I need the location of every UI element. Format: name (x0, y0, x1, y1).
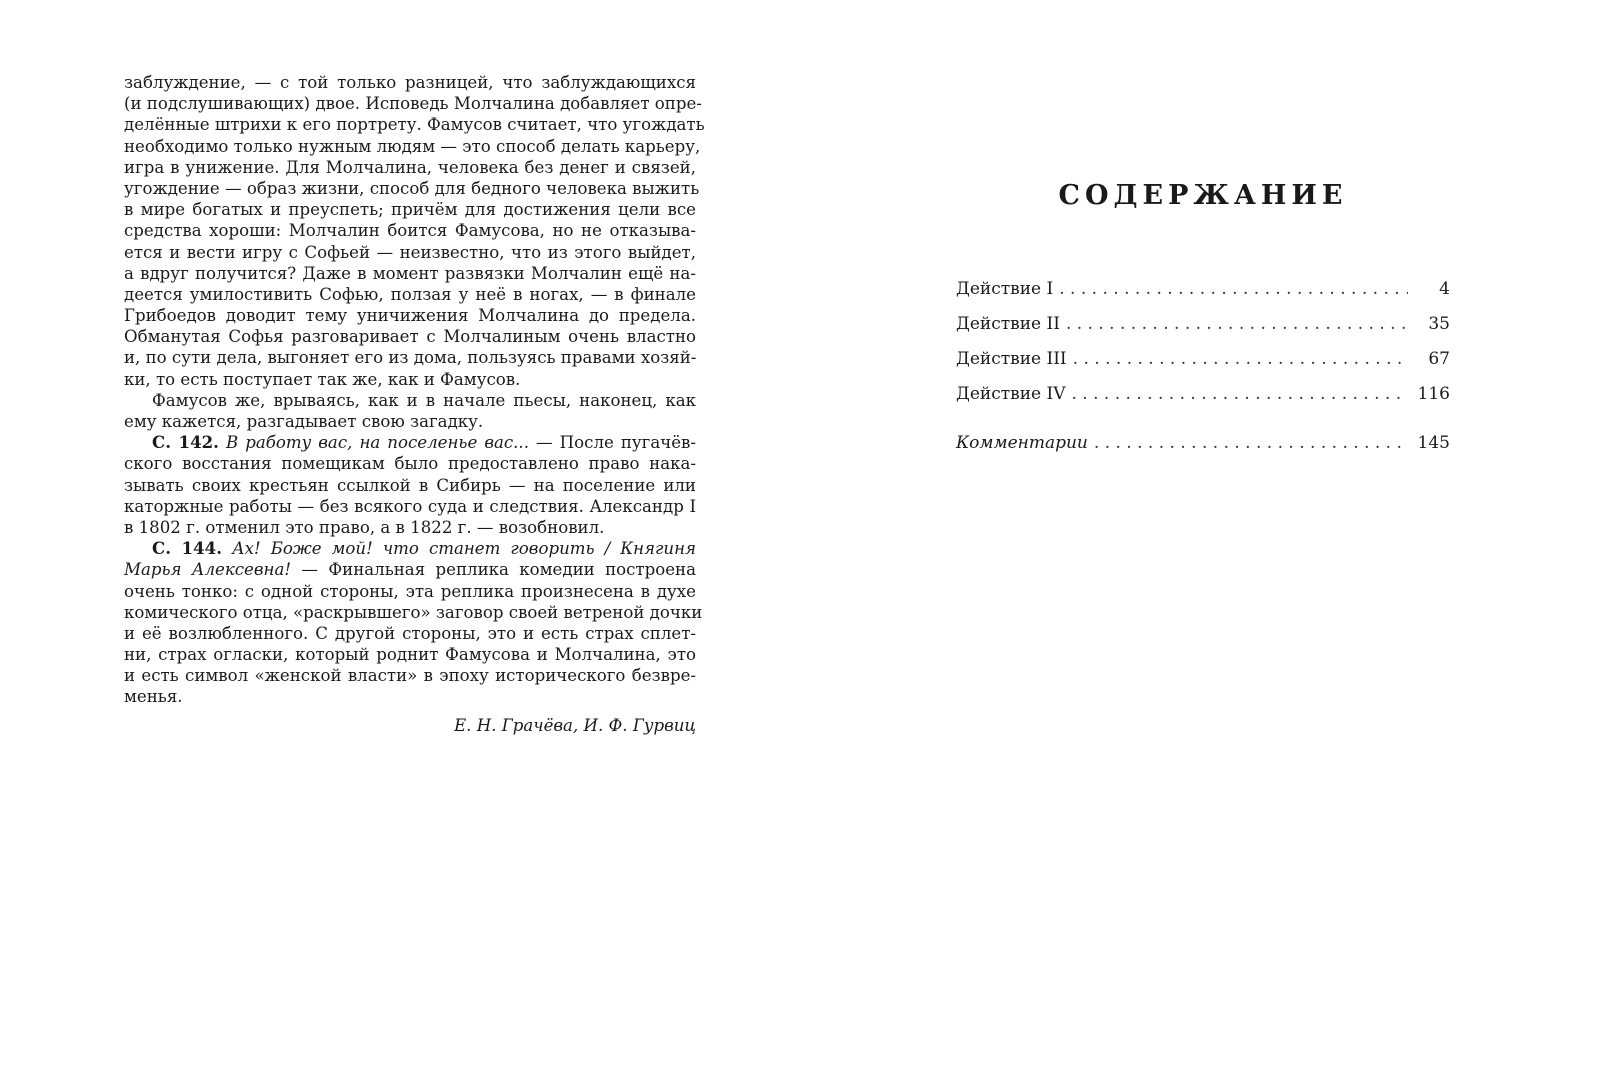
text-line: Фамусов же, врываясь, как и в начале пьесы, наконец, как (152, 390, 696, 410)
toc-entry-act-2[interactable] (956, 307, 1450, 342)
text-line: (и подслушивающих) двое. Исповедь Молчалина добавляет опре- (124, 94, 702, 114)
toc-entry-label: Действие IV (956, 384, 1066, 404)
left-page (124, 72, 705, 736)
toc-entry-page: 116 (1417, 384, 1450, 404)
text-line: в мире богатых и преуспеть; причём для достижения цели все (124, 200, 696, 220)
toc-leader-dots (1059, 272, 1408, 307)
toc-entry-label: Действие III (956, 349, 1067, 369)
toc-entry-page: 35 (1428, 314, 1450, 334)
note-144-first-line (124, 538, 696, 559)
text-line: Обманутая Софья разговаривает с Молчалиным очень властно (124, 327, 696, 347)
text-line: игра в унижение. Для Молчалина, человека без денег и связей, (124, 157, 696, 177)
note-ref: С. 142. (152, 432, 219, 453)
text-line: очень тонко: с одной стороны, эта реплика произнесена в духе (124, 581, 696, 601)
text-line: угождение — образ жизни, способ для бедного человека выжить (124, 178, 700, 198)
text-line: ского восстания помещикам было предоставлено право нака- (124, 454, 696, 474)
text-line: делённые штрихи к его портрету. Фамусов считает, что угождать (124, 115, 705, 135)
toc-entry-act-1[interactable] (956, 272, 1450, 307)
text-line: каторжные работы — без всякого суда и следствия. Александр I (124, 496, 696, 516)
toc-leader-dots (1066, 307, 1408, 342)
toc-list (956, 272, 1450, 461)
note-text: — После пугачёв- (529, 433, 696, 453)
right-page (956, 172, 1450, 461)
toc-entry-page: 67 (1428, 349, 1450, 369)
toc-entry-label: Действие I (956, 279, 1054, 299)
toc-entry-label: Действие II (956, 314, 1060, 334)
note-text: — Финальная реплика комедии построена (291, 560, 696, 580)
toc-leader-dots (1073, 342, 1408, 377)
toc-entry-page: 145 (1417, 433, 1450, 453)
text-line: и есть символ «женской власти» в эпоху исторического безвре- (124, 666, 696, 686)
toc-title: СОДЕРЖАНИЕ (1058, 180, 1348, 211)
text-line: ки, то есть поступает так же, как и Фамусов. (124, 369, 521, 389)
text-line: Грибоедов доводит тему уничижения Молчалина до предела. (124, 306, 696, 326)
signature: Е. Н. Грачёва, И. Ф. Гурвиц (454, 715, 696, 735)
text-line: в 1802 г. отменил это право, а в 1822 г. — возобновил. (124, 517, 605, 537)
text-line: комического отца, «раскрывшего» заговор своей ветреной дочки (124, 602, 703, 622)
note-ref: С. 144. (152, 538, 222, 559)
text-line: ется и вести игру с Софьей — неизвестно, что из этого выйдет, (124, 242, 696, 262)
text-line: ни, страх огласки, который роднит Фамусова и Молчалина, это (124, 645, 696, 665)
toc-leader-dots (1094, 426, 1408, 461)
text-line: менья. (124, 687, 183, 707)
text-line: средства хороши: Молчалин боится Фамусова, но не отказыва- (124, 221, 696, 241)
text-line: и, по сути дела, выгоняет его из дома, пользуясь правами хозяй- (124, 348, 697, 368)
toc-leader-dots (1072, 377, 1409, 412)
toc-entry-page: 4 (1439, 279, 1450, 299)
toc-entry-act-3[interactable] (956, 342, 1450, 377)
note-quote: В работу вас, на поселенье вас... (226, 433, 529, 453)
text-line: необходимо только нужным людям — это способ делать карьеру, (124, 136, 701, 156)
note-quote: Ах! Боже мой! что станет говорить / Княгиня (232, 539, 697, 559)
note-quote: Марья Алексевна! (124, 560, 292, 580)
note-142-first-line (124, 432, 696, 453)
text-line: заблуждение, — с той только разницей, что заблуждающихся (124, 73, 696, 92)
text-line: а вдруг получится? Даже в момент развязки Молчалин ещё на- (124, 263, 696, 283)
text-line: и её возлюбленного. С другой стороны, это и есть страх сплет- (124, 623, 696, 643)
toc-entry-label: Комментарии (956, 433, 1088, 453)
text-line: зывать своих крестьян ссылкой в Сибирь — на поселение или (124, 475, 696, 495)
toc-entry-comments[interactable] (956, 426, 1450, 461)
text-line: ему кажется, разгадывает свою загадку. (124, 412, 484, 431)
text-line: деется умилостивить Софью, ползая у неё в ногах, — в финале (124, 284, 696, 304)
note-144-second-line (124, 559, 696, 580)
toc-entry-act-4[interactable] (956, 377, 1450, 412)
